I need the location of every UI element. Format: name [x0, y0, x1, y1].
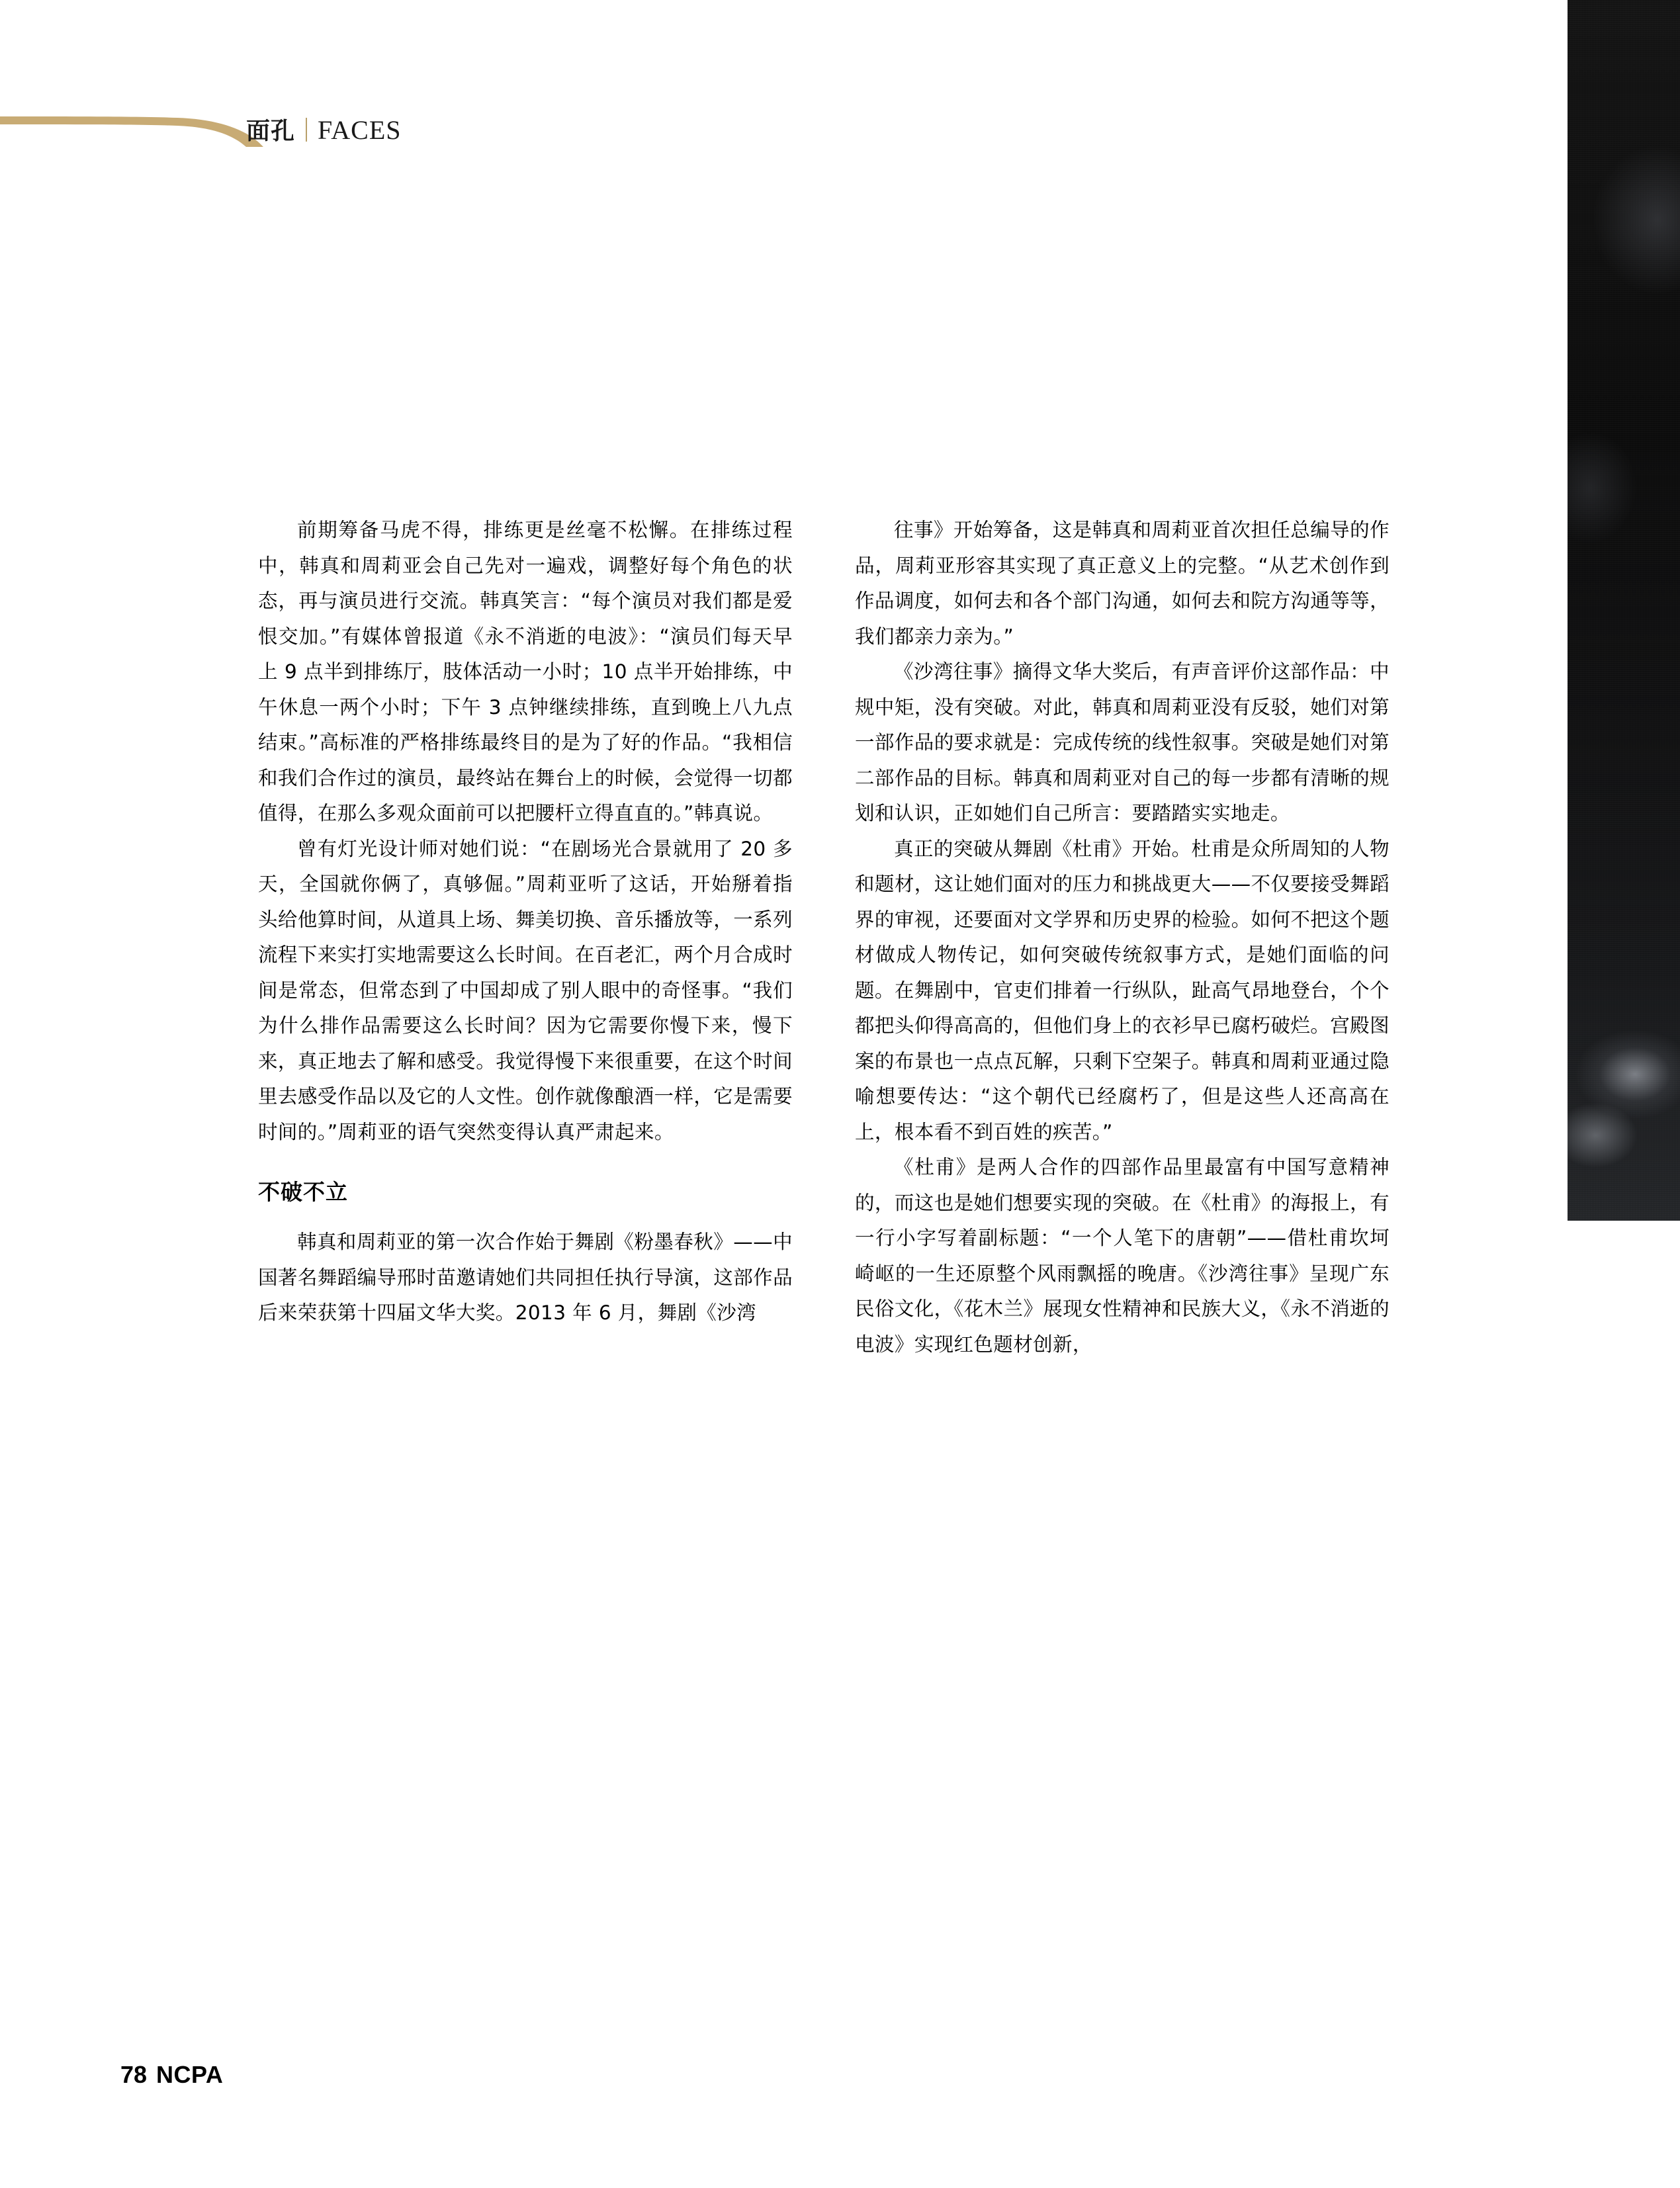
column-left	[258, 513, 793, 1362]
page-number: 78	[120, 2061, 148, 2088]
page-footer	[120, 2061, 223, 2089]
section-title-en: FACES	[318, 115, 402, 145]
paragraph: 《杜甫》是两人合作的四部作品里最富有中国写意精神的，而这也是她们想要实现的突破。在《杜甫》的海报上，有一行小字写着副标题：“一个人笔下的唐朝”——借杜甫坎坷崎岖的一生还原整个风雨飘摇的晚唐。《沙湾往事》呈现广东民俗文化，《花木兰》展现女性精神和民族大义，《永不消逝的电波》实现红色题材创新，	[855, 1156, 1390, 1356]
paragraph: 韩真和周莉亚的第一次合作始于舞剧《粉墨春秋》——中国著名舞蹈编导邢时苗邀请她们共同担任执行导演，这部作品后来荣获第十四届文华大奖。2013 年 6 月，舞剧《沙湾	[258, 1231, 793, 1324]
photo-grain-overlay	[1568, 0, 1680, 1221]
section-title-cn: 面孔	[246, 118, 296, 145]
photo-strip	[1568, 0, 1680, 1221]
paragraph: 真正的突破从舞剧《杜甫》开始。杜甫是众所周知的人物和题材，这让她们面对的压力和挑战更大——不仅要接受舞蹈界的审视，还要面对文学界和历史界的检验。如何不把这个题材做成人物传记，如何突破传统叙事方式，是她们面临的问题。在舞剧中，官吏们排着一行纵队，趾高气昂地登台，个个都把头仰得高高的，但他们身上的衣衫早已腐朽破烂。宫殿图案的布景也一点点瓦解，只剩下空架子。韩真和周莉亚通过隐喻想要传达：“这个朝代已经腐朽了，但是这些人还高高在上，根本看不到百姓的疾苦。”	[855, 837, 1390, 1143]
column-right	[855, 513, 1390, 1362]
article-body	[258, 513, 1390, 1362]
section-subheading: 不破不立	[258, 1179, 348, 1205]
paragraph: 往事》开始筹备，这是韩真和周莉亚首次担任总编导的作品，周莉亚形容其实现了真正意义上的完整。“从艺术创作到作品调度，如何去和各个部门沟通，如何去和院方沟通等等，我们都亲力亲为。”	[855, 519, 1390, 648]
header-divider	[306, 118, 307, 142]
section-header-labels	[246, 112, 402, 146]
publication-name: NCPA	[156, 2061, 224, 2088]
header-swoosh-icon	[0, 114, 278, 153]
paragraph: 曾有灯光设计师对她们说：“在剧场光合景就用了 20 多天，全国就你俩了，真够倔。”周莉亚听了这话，开始掰着指头给他算时间，从道具上场、舞美切换、音乐播放等，一系列流程下来实打实地需要这么长时间。在百老汇，两个月合成时间是常态，但常态到了中国却成了别人眼中的奇怪事。“我们为什么排作品需要这么长时间？因为它需要你慢下来，慢下来，真正地去了解和感受。我觉得慢下来很重要，在这个时间里去感受作品以及它的人文性。创作就像酿酒一样，它是需要时间的。”周莉亚的语气突然变得认真严肃起来。	[258, 837, 793, 1143]
paragraph: 前期筹备马虎不得，排练更是丝毫不松懈。在排练过程中，韩真和周莉亚会自己先对一遍戏，调整好每个角色的状态，再与演员进行交流。韩真笑言：“每个演员对我们都是爱恨交加。”有媒体曾报道《永不消逝的电波》：“演员们每天早上 9 点半到排练厅，肢体活动一小时；10 点半开始排练，中午休息一两个小时；下午 3 点钟继续排练，直到晚上八九点结束。”高标准的严格排练最终目的是为了好的作品。“我相信和我们合作过的演员，最终站在舞台上的时候，会觉得一切都值得，在那么多观众面前可以把腰杆立得直直的。”韩真说。	[258, 519, 793, 824]
paragraph: 《沙湾往事》摘得文华大奖后，有声音评价这部作品：中规中矩，没有突破。对此，韩真和周莉亚没有反驳，她们对第一部作品的要求就是：完成传统的线性叙事。突破是她们对第二部作品的目标。韩真和周莉亚对自己的每一步都有清晰的规划和认识，正如她们自己所言：要踏踏实实地走。	[855, 660, 1390, 824]
